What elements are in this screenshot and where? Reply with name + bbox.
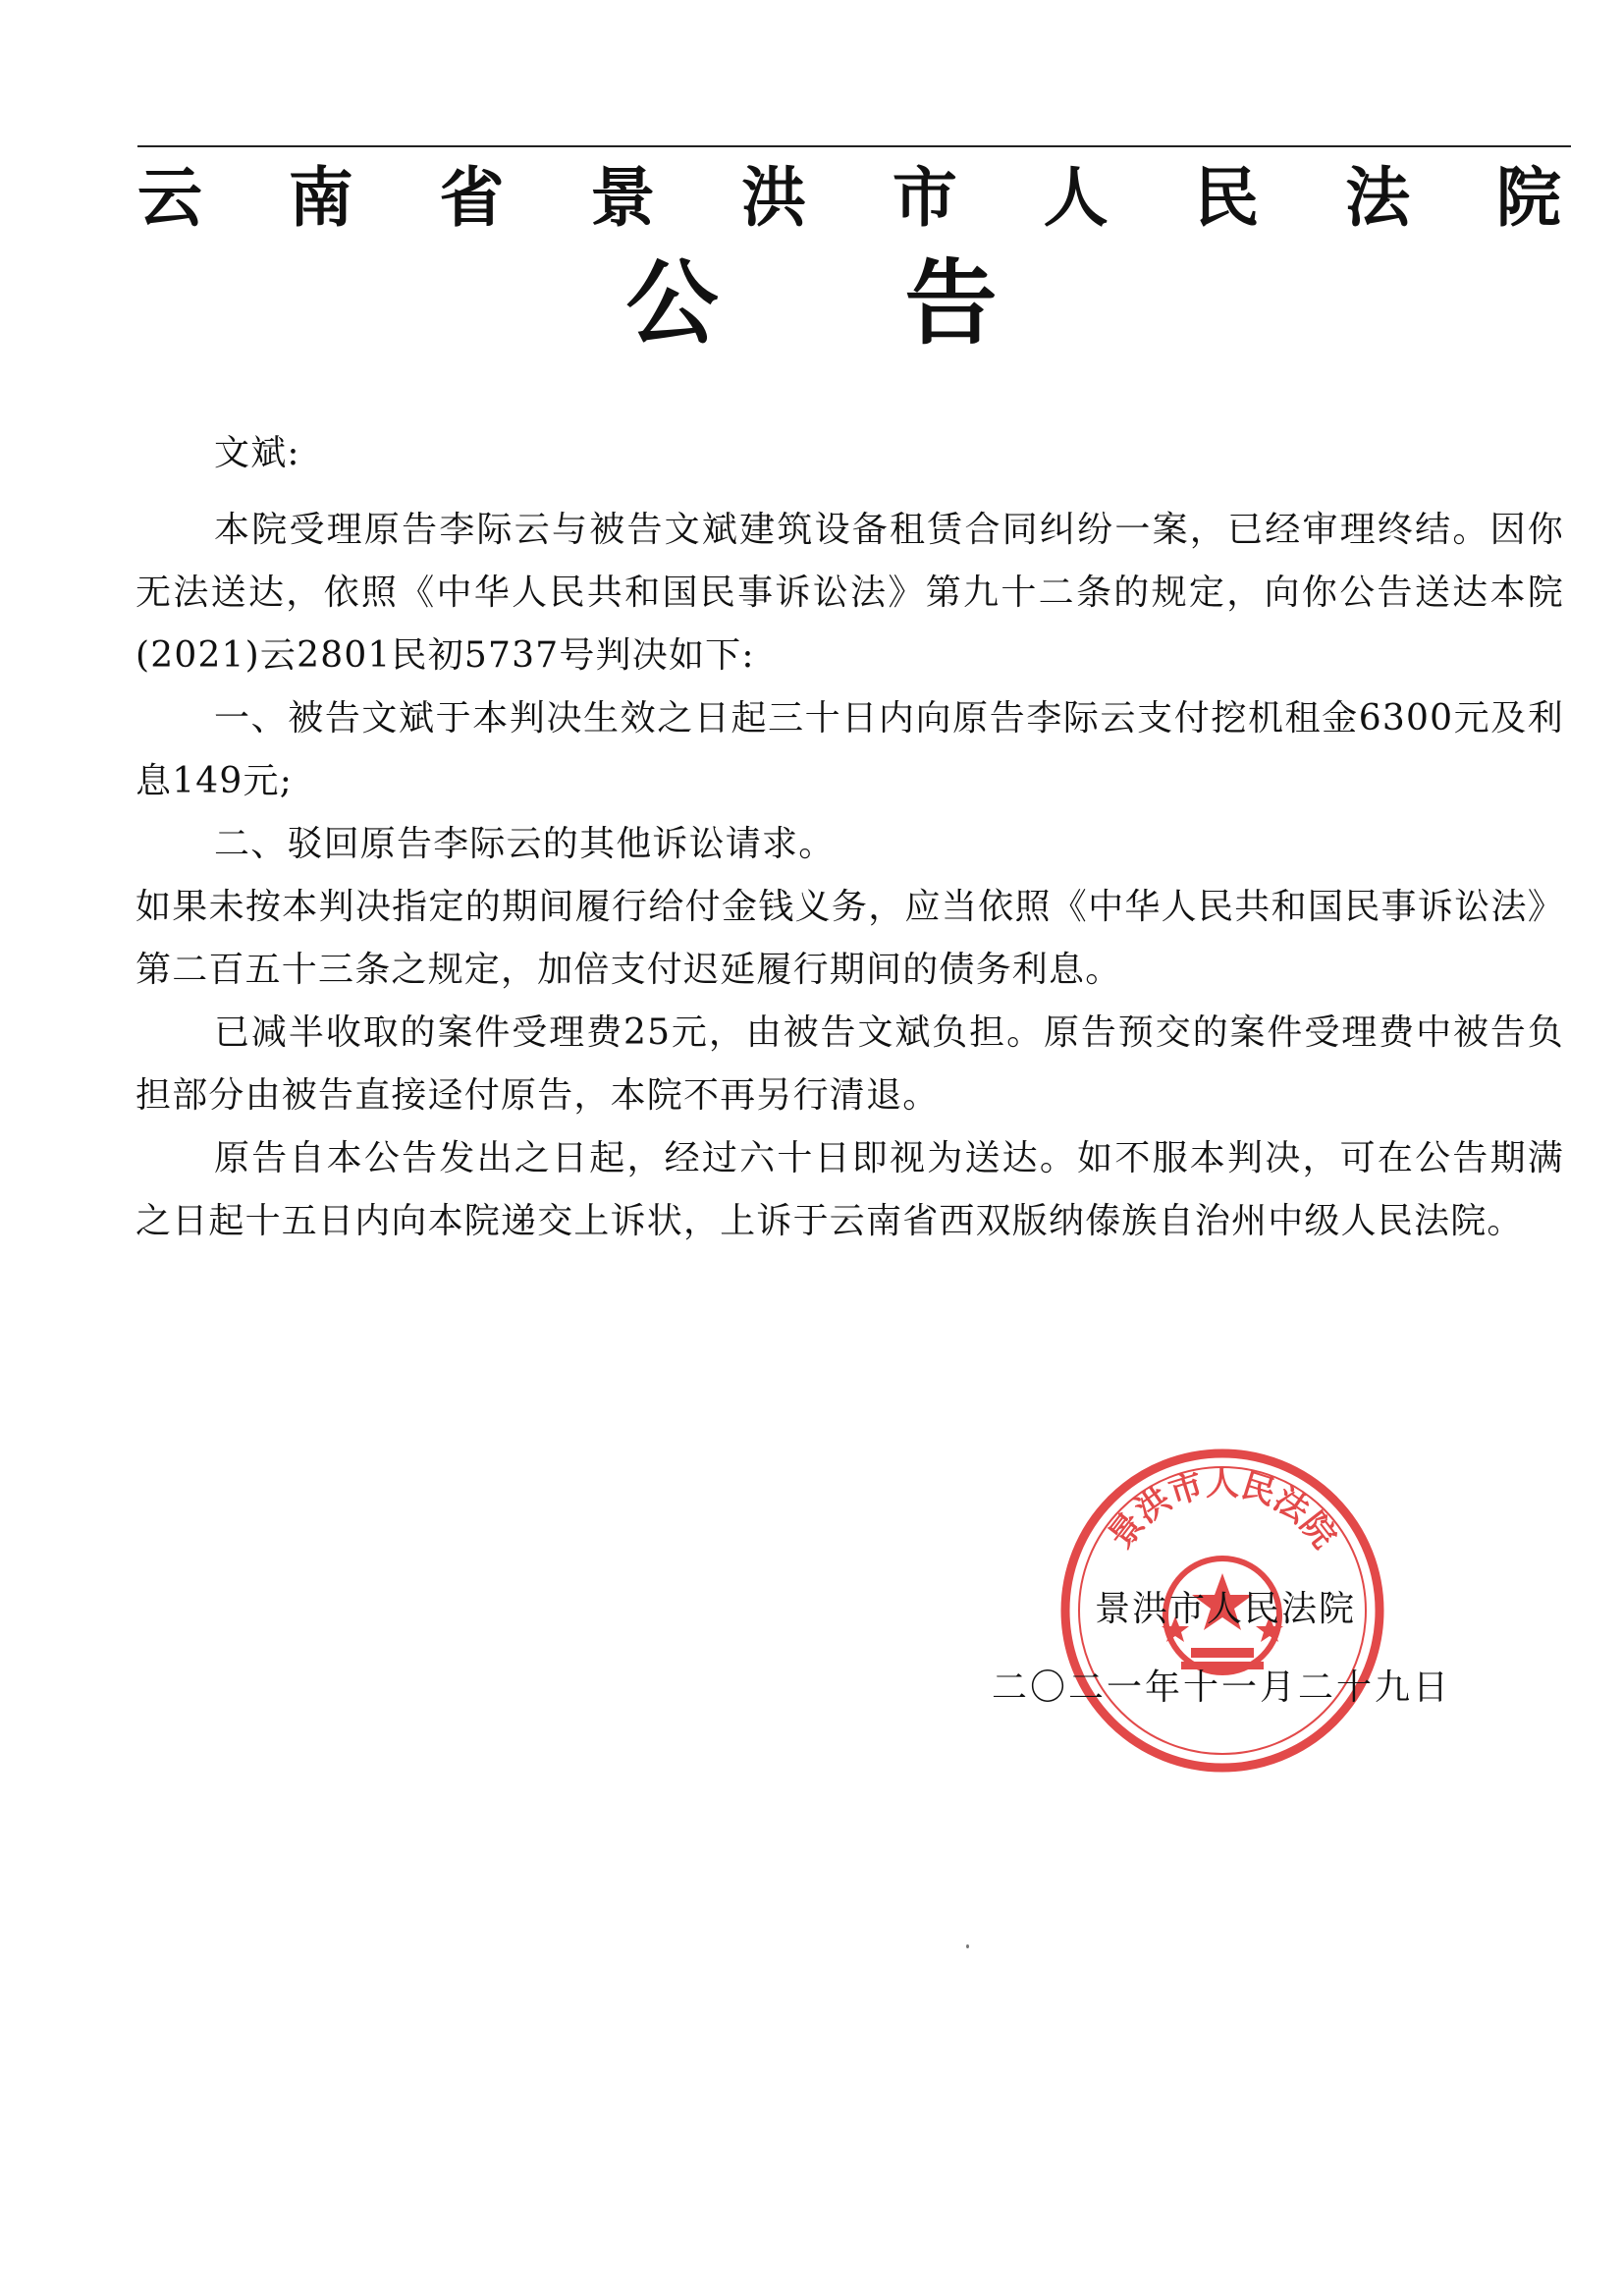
- title-char: 告: [904, 248, 998, 357]
- paragraph-case-intro: 本院受理原告李际云与被告文斌建筑设备租赁合同纠纷一案，已经审理终结。因你无法送达，依照《中华人民共和国民事诉讼法》第九十二条的规定，向你公告送达本院(2021)云2801民初5737号判决如下:: [135, 510, 1564, 676]
- scan-speck: [966, 1944, 969, 1948]
- court-name-char: 法: [1345, 158, 1411, 236]
- court-name-char: 民: [1194, 158, 1260, 236]
- seal-text: 景洪市人民法院: [1101, 1463, 1344, 1557]
- paragraph-court-fee: 已减半收取的案件受理费25元，由被告文斌负担。原告预交的案件受理费中被告负担部分由被告直接迳付原告，本院不再另行清退。: [135, 1012, 1564, 1116]
- signature-court-name: 景洪市人民法院: [1095, 1589, 1357, 1629]
- court-name-heading: [137, 147, 1561, 236]
- paragraph-judgment-item-1: 一、被告文斌于本判决生效之日起三十日内向原告李际云支付挖机租金6300元及利息149元;: [135, 698, 1564, 801]
- court-name-char: 南: [288, 158, 353, 236]
- court-name-char: 市: [892, 158, 957, 236]
- paragraph-late-payment: 如果未按本判决指定的期间履行给付金钱义务，应当依照《中华人民共和国民事诉讼法》第二百五十三条之规定，加倍支付迟延履行期间的债务利息。: [135, 887, 1564, 990]
- paragraph-judgment-item-2: 二、驳回原告李际云的其他诉讼请求。: [214, 824, 836, 864]
- notice-title: [0, 236, 1623, 357]
- court-name-char: 院: [1495, 158, 1561, 236]
- court-name-char: 省: [439, 158, 505, 236]
- salutation: 文斌:: [214, 433, 300, 473]
- court-name-char: 云: [137, 158, 202, 236]
- paragraph-appeal: 原告自本公告发出之日起，经过六十日即视为送达。如不服本判决，可在公告期满之日起十五日内向本院递交上诉状，上诉于云南省西双版纳傣族自治州中级人民法院。: [135, 1138, 1564, 1241]
- signature-date: 二〇二一年十一月二十九日: [992, 1667, 1452, 1708]
- notice-body: [135, 422, 1564, 1253]
- court-name-char: 人: [1043, 158, 1109, 236]
- court-name-char: 洪: [741, 158, 807, 236]
- title-char: 公: [625, 248, 719, 357]
- court-name-char: 景: [590, 158, 656, 236]
